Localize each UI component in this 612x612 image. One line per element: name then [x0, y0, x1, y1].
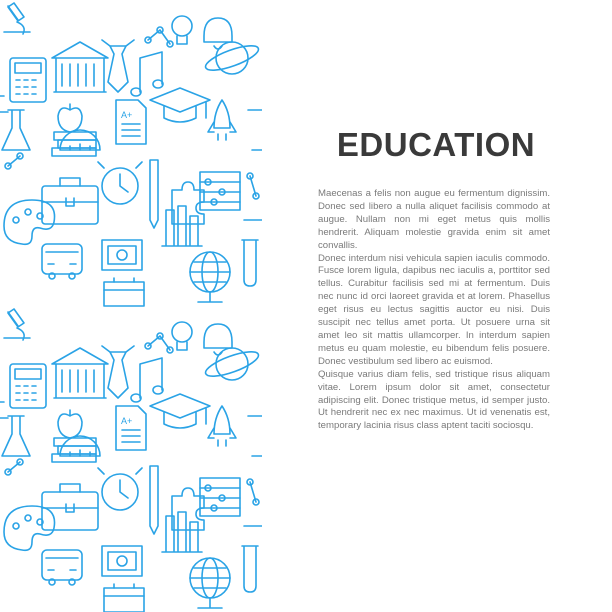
grade-label: A+	[121, 416, 133, 426]
paragraph: Quisque varius diam felis, sed tristique risus aliquam vitae. Lorem ipsum dolor sit amet, consectetur adipiscing elit. Donec tristique metus, id semper justo. Ut hendrerit nec ex nec maximus. Ut id venenatis est, temporary lacinia risus class aptent taciti sociosqu.	[318, 368, 550, 432]
education-line-pattern	[0, 0, 262, 612]
page-title: EDUCATION	[336, 126, 536, 163]
body-text	[318, 188, 550, 433]
grade-label: A+	[121, 110, 133, 120]
paragraph: Donec interdum nisi vehicula sapien iaculis commodo. Fusce lorem ligula, dapibus nec iaculis a, porttitor sed tellus. Curabitur facilisis sed mi at fermentum. Duis nec nunc id orci laoreet gravida et at lorem. Phasellus eget risus eu lectus sagittis auctor eu nisi. Duis suscipit nec tellus amet porta. Ut posuere urna sit amet leo sit mattis ullamcorper. In interdum sapien metus eu quam molestie, eu bibendum felis posuere. Donec vestibulum sed libero ac euismod.	[318, 252, 550, 367]
paragraph: Maecenas a felis non augue eu fermentum dignissim. Donec sed libero a nulla aliquet facilisis commodo at augue. Nullam non mi eget metus quis mollis hendrerit. Aliquam molestie gravida enim sit amet convallis.	[318, 188, 550, 251]
